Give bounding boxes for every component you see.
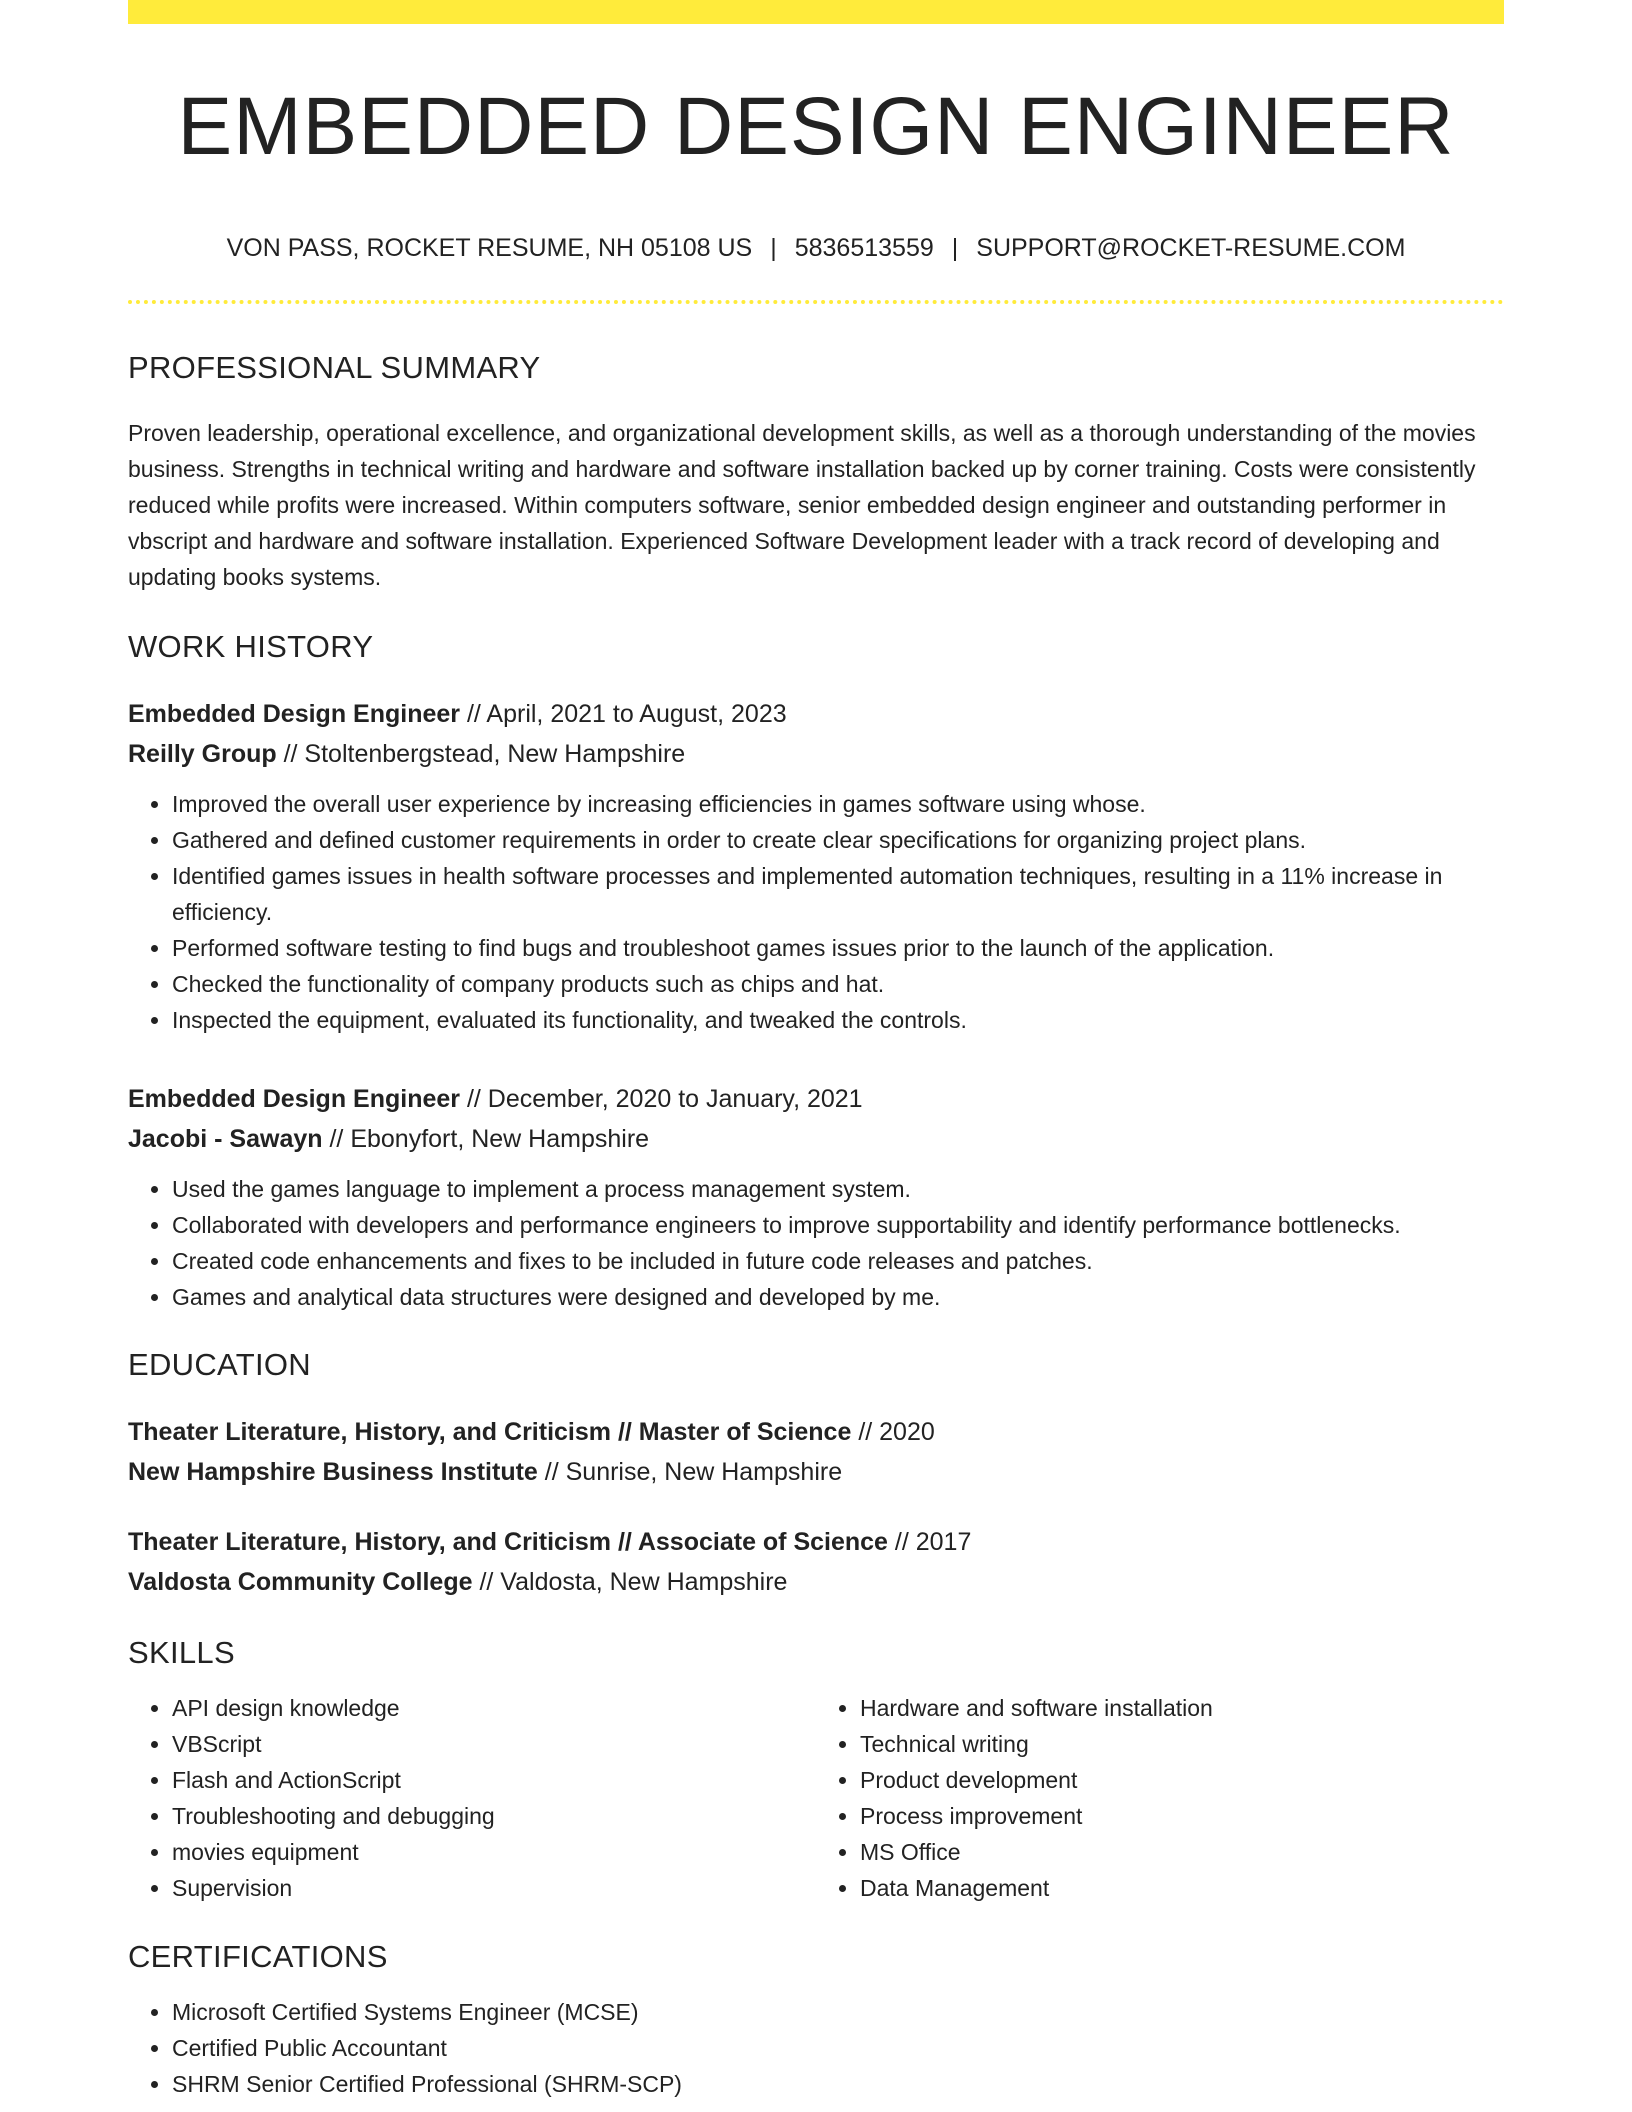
contact-separator: | <box>770 234 777 262</box>
degree-line <box>128 1412 1504 1452</box>
list-item: • Games and analytical data structures were designed and developed by me. <box>172 1279 1504 1315</box>
list-item: • Gathered and defined customer requirements in order to create clear specifications for organizing project plans. <box>172 822 1504 858</box>
section-heading-summary: PROFESSIONAL SUMMARY <box>128 350 541 385</box>
school: New Hampshire Business Institute <box>128 1458 538 1486</box>
school-location: // Sunrise, New Hampshire <box>537 1458 843 1486</box>
list-item: • Data Management <box>860 1870 1504 1906</box>
resume-page <box>128 0 1504 2102</box>
job-dates: // April, 2021 to August, 2023 <box>460 700 787 728</box>
job-title: Embedded Design Engineer <box>128 700 461 728</box>
resume-title: EMBEDDED DESIGN ENGINEER <box>177 81 1455 172</box>
school-line <box>128 1452 1504 1492</box>
list-item: • Hardware and software installation <box>860 1690 1504 1726</box>
list-item: • Improved the overall user experience by increasing efficiencies in games software using whose. <box>172 786 1504 822</box>
school: Valdosta Community College <box>128 1568 473 1596</box>
dotted-divider <box>128 300 1504 304</box>
education-entry <box>128 1522 1504 1602</box>
list-item: • Product development <box>860 1762 1504 1798</box>
skills-columns <box>128 1690 1504 1906</box>
school-location: // Valdosta, New Hampshire <box>472 1568 788 1596</box>
list-item: • Collaborated with developers and performance engineers to improve supportability and identify performance bottlenecks. <box>172 1207 1504 1243</box>
list-item: • Flash and ActionScript <box>172 1762 816 1798</box>
job-bullets <box>128 786 1504 1038</box>
job-dates: // December, 2020 to January, 2021 <box>460 1085 863 1113</box>
accent-top-bar <box>128 0 1504 24</box>
list-item: • Technical writing <box>860 1726 1504 1762</box>
list-item: • Identified games issues in health software processes and implemented automation techniques, resulting in a 11% increase in efficiency. <box>172 858 1504 930</box>
contact-phone: 5836513559 <box>794 234 934 262</box>
job-company-line <box>128 734 1504 774</box>
list-item: • VBScript <box>172 1726 816 1762</box>
summary-text: Proven leadership, operational excellence, and organizational development skills, as well as a thorough understanding of the movies business. Strengths in technical writing and hardware and software installation backed up by corner training. Costs were consistently reduced while profits were increased. Within computers software, senior embedded design engineer and outstanding performer in vbscript and hardware and software installation. Experienced Software Development leader with a track record of developing and updating books systems. <box>128 420 1476 590</box>
job-entry <box>128 694 1504 1038</box>
list-item: • Supervision <box>172 1870 816 1906</box>
degree: Theater Literature, History, and Criticism // Associate of Science <box>128 1528 888 1556</box>
job-title-line <box>128 1079 1504 1119</box>
job-location: // Ebonyfort, New Hampshire <box>322 1125 650 1153</box>
list-item: • Inspected the equipment, evaluated its functionality, and tweaked the controls. <box>172 1002 1504 1038</box>
job-title: Embedded Design Engineer <box>128 1085 461 1113</box>
list-item: • Troubleshooting and debugging <box>172 1798 816 1834</box>
list-item: • Process improvement <box>860 1798 1504 1834</box>
job-location: // Stoltenbergstead, New Hampshire <box>276 740 686 768</box>
section-heading-education: EDUCATION <box>128 1347 311 1382</box>
list-item: • Created code enhancements and fixes to be included in future code releases and patches. <box>172 1243 1504 1279</box>
list-item: • movies equipment <box>172 1834 816 1870</box>
list-item: • Checked the functionality of company products such as chips and hat. <box>172 966 1504 1002</box>
education-entry <box>128 1412 1504 1492</box>
list-item: • API design knowledge <box>172 1690 816 1726</box>
job-bullets <box>128 1171 1504 1315</box>
contact-line <box>128 236 1504 261</box>
skills-list-right <box>816 1690 1504 1906</box>
skills-list-left <box>128 1690 816 1906</box>
degree-line <box>128 1522 1504 1562</box>
degree-year: // 2020 <box>851 1418 935 1446</box>
contact-email: SUPPORT@ROCKET-RESUME.COM <box>976 234 1406 262</box>
job-company: Reilly Group <box>128 740 277 768</box>
school-line <box>128 1562 1504 1602</box>
degree-year: // 2017 <box>887 1528 972 1556</box>
contact-separator: | <box>951 234 959 262</box>
job-company-line <box>128 1119 1504 1159</box>
job-title-line <box>128 694 1504 734</box>
degree: Theater Literature, History, and Criticism // Master of Science <box>128 1418 852 1446</box>
section-heading-work: WORK HISTORY <box>128 629 374 664</box>
list-item: • MS Office <box>860 1834 1504 1870</box>
job-entry <box>128 1079 1504 1315</box>
list-item: • Used the games language to implement a process management system. <box>172 1171 1504 1207</box>
section-heading-skills: SKILLS <box>128 1635 235 1670</box>
list-item: • Microsoft Certified Systems Engineer (MCSE) <box>172 1994 1504 2030</box>
list-item: • Performed software testing to find bugs and troubleshoot games issues prior to the launch of the application. <box>172 930 1504 966</box>
list-item: • Certified Public Accountant <box>172 2030 1504 2066</box>
job-company: Jacobi - Sawayn <box>128 1125 323 1153</box>
section-heading-certifications: CERTIFICATIONS <box>128 1939 388 1974</box>
contact-address: VON PASS, ROCKET RESUME, NH 05108 US <box>226 234 753 262</box>
certifications-list <box>128 1994 1504 2102</box>
list-item: • SHRM Senior Certified Professional (SHRM-SCP) <box>172 2066 1504 2102</box>
